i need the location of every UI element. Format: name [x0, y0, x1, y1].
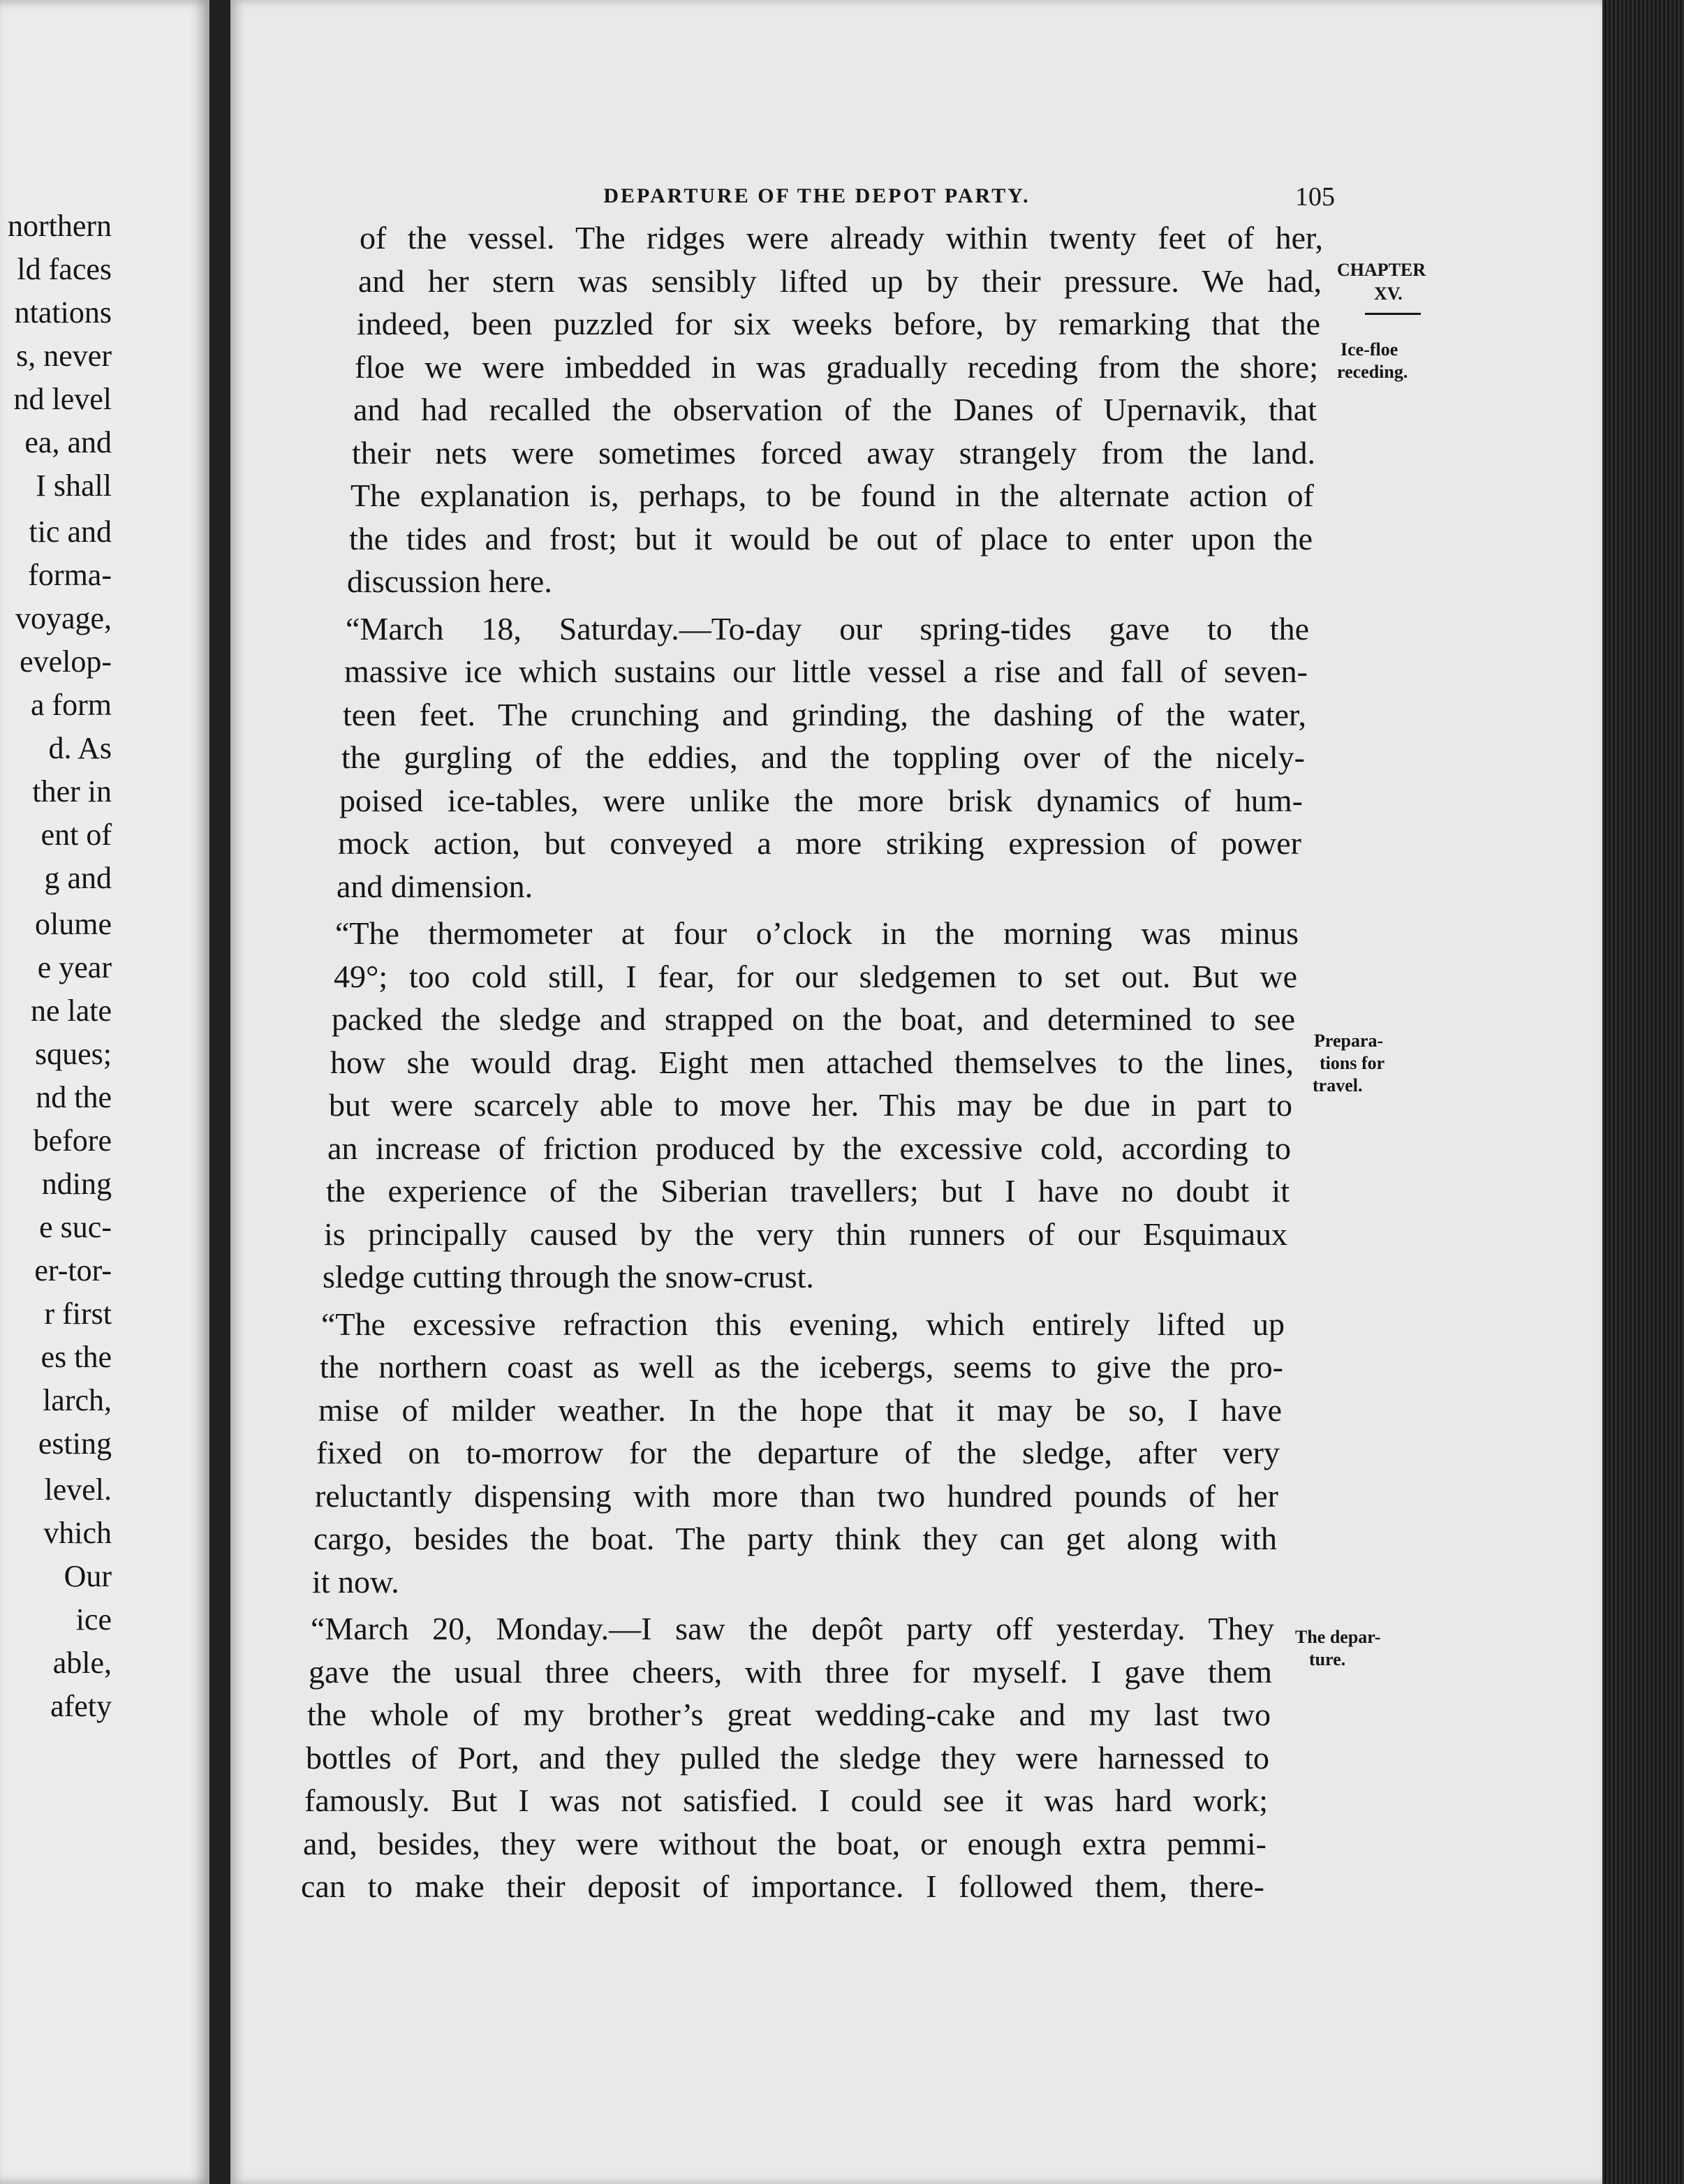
left-page-line: g and: [44, 861, 112, 895]
margin-note-preparations-1: Prepara-: [1314, 1031, 1384, 1051]
margin-note-chapter-number: XV.: [1374, 283, 1403, 304]
body-line: floe we were imbedded in was gradually receding from the shore;: [355, 349, 1318, 385]
body-line: “The thermometer at four o’clock in the morning was minus: [335, 915, 1299, 951]
left-page-line: s, never: [16, 339, 112, 373]
body-line: and, besides, they were without the boat, or enough extra pemmi-: [303, 1826, 1266, 1861]
left-page-line: level.: [44, 1473, 112, 1507]
body-line: mock action, but conveyed a more striking expression of power: [338, 825, 1301, 861]
left-page-line: ice: [75, 1602, 112, 1637]
body-line: and dimension.: [337, 869, 533, 904]
left-page-line: ent of: [40, 818, 112, 852]
body-line: it now.: [312, 1564, 399, 1600]
book-gutter: [209, 0, 230, 2184]
left-page-line: I shall: [36, 468, 112, 503]
margin-note-departure-2: ture.: [1309, 1649, 1346, 1669]
page-number: 105: [1295, 182, 1335, 212]
running-head: DEPARTURE OF THE DEPOT PARTY.: [603, 184, 1031, 207]
left-page-line: ntations: [14, 295, 112, 330]
body-line: is principally caused by the very thin runners of our Esquimaux: [324, 1216, 1287, 1252]
left-page-line: afety: [50, 1689, 112, 1723]
margin-note-rule: [1365, 313, 1421, 315]
left-page: [0, 0, 209, 2184]
left-page-line: nd the: [36, 1080, 112, 1114]
left-page-line: d. As: [48, 731, 112, 765]
margin-note-preparations-3: travel.: [1313, 1075, 1363, 1095]
body-line: packed the sledge and strapped on the boat, and determined to see: [332, 1001, 1295, 1037]
body-line: sledge cutting through the snow-crust.: [323, 1259, 814, 1294]
body-line: indeed, been puzzled for six weeks before, by remarking that the: [357, 306, 1320, 341]
body-line: the whole of my brother’s great wedding-cake and my last two: [307, 1697, 1271, 1732]
body-line: 49°; too cold still, I fear, for our sledgemen to set out. But we: [334, 959, 1297, 994]
left-page-line: ne late: [30, 994, 112, 1028]
body-line: and had recalled the observation of the Danes of Upernavik, that: [353, 392, 1317, 427]
left-page-line: nding: [41, 1167, 112, 1201]
body-line: mise of milder weather. In the hope that it may be so, I have: [318, 1392, 1282, 1428]
body-line: “March 18, Saturday.—To-day our spring-tides gave to the: [346, 611, 1309, 647]
body-line: but were scarcely able to move her. This may be due in part to: [329, 1087, 1292, 1123]
body-line: of the vessel. The ridges were already within twenty feet of her,: [360, 220, 1323, 256]
left-page-line: before: [33, 1123, 112, 1158]
body-line: the experience of the Siberian travellers; but I have no doubt it: [326, 1173, 1290, 1209]
left-page-line: tic and: [29, 515, 112, 549]
left-page-line: larch,: [43, 1383, 112, 1417]
body-line: “March 20, Monday.—I saw the depôt party off yesterday. They: [311, 1611, 1274, 1646]
left-page-line: vhich: [43, 1516, 112, 1550]
left-page-line: northern: [7, 209, 112, 243]
body-line: “The excessive refraction this evening, which entirely lifted up: [321, 1306, 1285, 1342]
body-line: how she would drag. Eight men attached themselves to the lines,: [330, 1045, 1294, 1080]
left-page-line: voyage,: [15, 601, 112, 635]
body-line: The explanation is, perhaps, to be found in the alternate action of: [350, 478, 1314, 513]
left-page-line: ea, and: [24, 425, 112, 459]
left-page-line: esting: [38, 1426, 112, 1461]
left-page-line: er-tor-: [34, 1253, 112, 1287]
body-line: fixed on to-morrow for the departure of the sledge, after very: [316, 1435, 1280, 1470]
left-page-line: olume: [35, 907, 112, 941]
margin-note-departure-1: The depar-: [1295, 1627, 1381, 1647]
body-line: the tides and frost; but it would be out of place to enter upon the: [349, 521, 1313, 556]
left-page-line: sques;: [35, 1037, 112, 1071]
body-line: massive ice which sustains our little vessel a rise and fall of seven-: [344, 654, 1308, 689]
body-line: reluctantly dispensing with more than two hundred pounds of her: [315, 1478, 1278, 1514]
left-page-line: evelop-: [20, 644, 112, 679]
left-page-line: forma-: [28, 558, 112, 592]
left-page-line: e suc-: [39, 1210, 112, 1244]
body-line: poised ice-tables, were unlike the more brisk dynamics of hum-: [339, 783, 1303, 818]
body-line: teen feet. The crunching and grinding, the dashing of the water,: [343, 697, 1306, 732]
left-page-line: e year: [37, 950, 112, 984]
body-line: an increase of friction produced by the excessive cold, according to: [327, 1130, 1291, 1166]
body-line: their nets were sometimes forced away strangely from the land.: [352, 435, 1315, 471]
margin-note-ice-floe-2: receding.: [1337, 362, 1408, 382]
page-edges: [1602, 0, 1684, 2184]
left-page-line: ther in: [32, 774, 112, 809]
body-line: the northern coast as well as the icebergs, seems to give the pro-: [320, 1349, 1283, 1385]
margin-note-preparations-2: tions for: [1320, 1053, 1385, 1073]
body-line: and her stern was sensibly lifted up by their pressure. We had,: [358, 263, 1322, 299]
left-page-line: es the: [40, 1340, 112, 1374]
body-line: famously. But I was not satisfied. I could see it was hard work;: [304, 1783, 1268, 1818]
body-line: bottles of Port, and they pulled the sledge they were harnessed to: [306, 1740, 1269, 1776]
margin-note-ice-floe-1: Ice-floe: [1340, 339, 1398, 360]
left-page-line: r first: [44, 1297, 112, 1331]
left-page-line: ld faces: [17, 252, 112, 286]
body-line: gave the usual three cheers, with three for myself. I gave them: [309, 1654, 1272, 1690]
body-line: cargo, besides the boat. The party think they can get along with: [313, 1521, 1277, 1556]
margin-note-chapter: CHAPTER: [1337, 260, 1426, 280]
left-page-line: able,: [52, 1646, 112, 1680]
body-line: discussion here.: [347, 563, 552, 599]
body-line: can to make their deposit of importance. I followed them, there-: [301, 1868, 1264, 1904]
left-page-line: Our: [64, 1559, 112, 1593]
left-page-line: nd level: [13, 382, 112, 416]
body-line: the gurgling of the eddies, and the toppling over of the nicely-: [341, 739, 1305, 775]
left-page-line: a form: [30, 688, 112, 722]
